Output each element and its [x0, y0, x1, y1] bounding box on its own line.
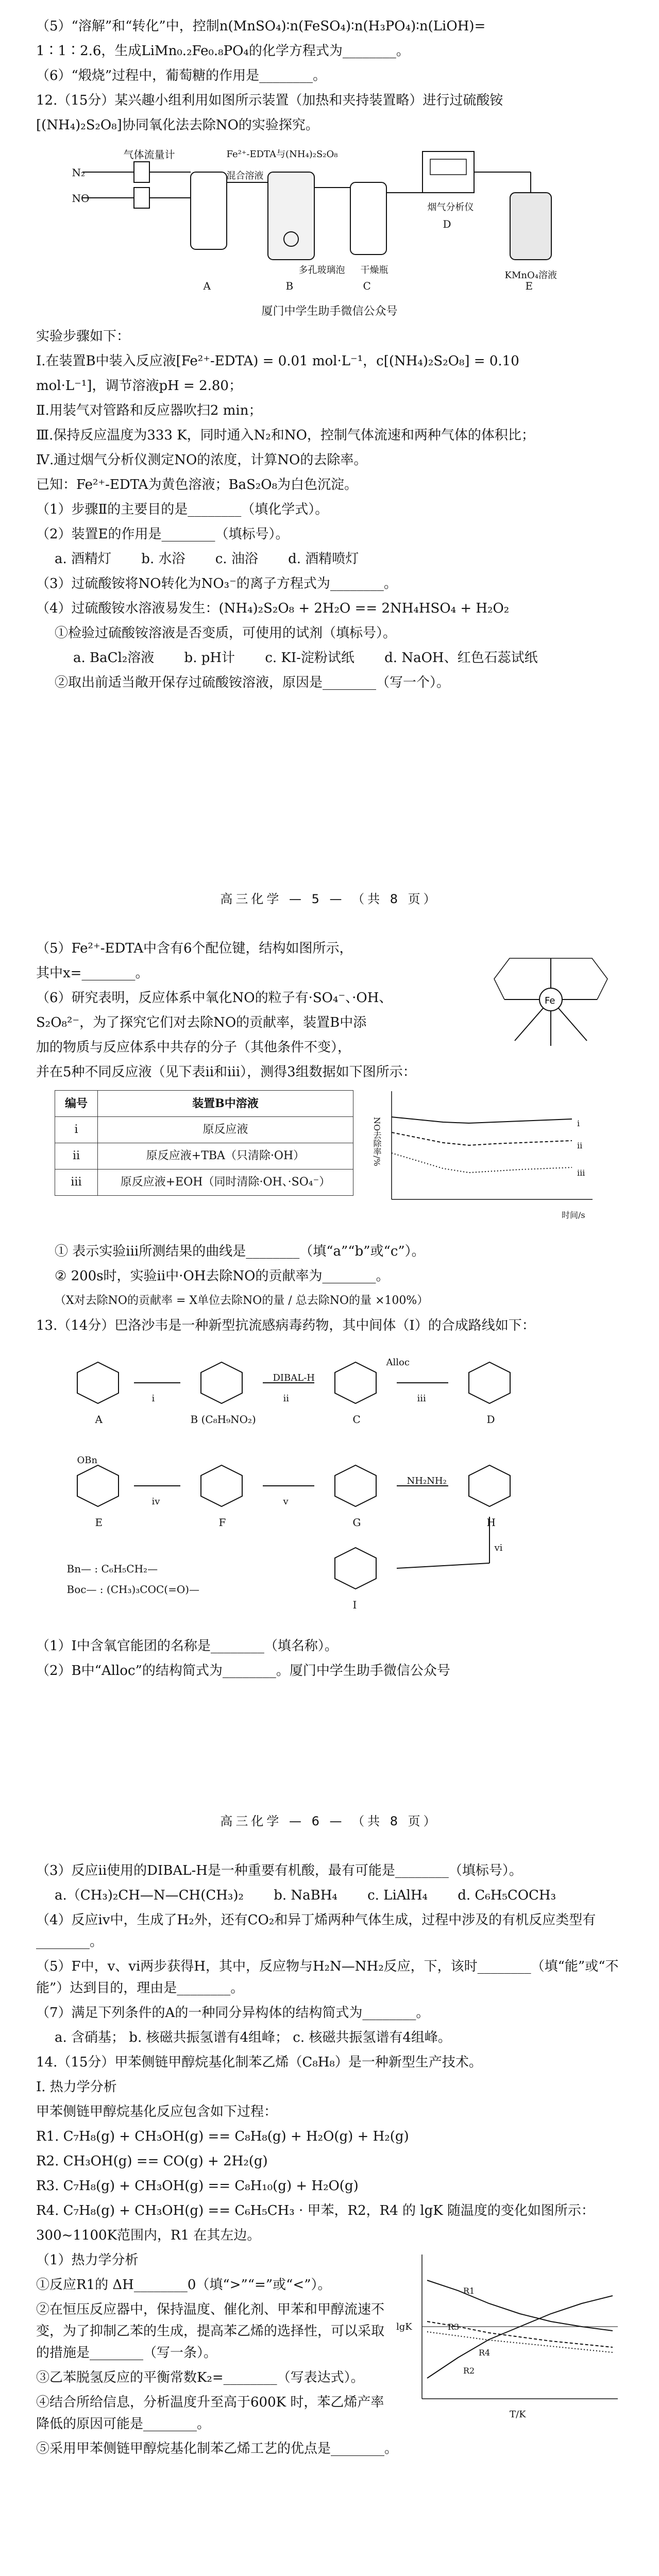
label-e: E	[525, 280, 533, 292]
no-removal-chart	[366, 1086, 603, 1235]
page-5-content	[36, 15, 623, 697]
text-line: （6）研究表明，反应体系中氧化NO的粒子有·SO₄⁻、·OH、	[36, 990, 393, 1006]
series-label: i	[577, 1118, 580, 1128]
text-line: ④结合所给信息，分析温度升至高于600K 时，苯乙烯产率降低的原因可能是________。	[36, 2395, 384, 2432]
page-6	[0, 922, 659, 1844]
choice: b. NaBH₄	[274, 1888, 337, 1903]
label-b: B	[285, 280, 294, 292]
text-line: Ⅲ.保持反应温度为333 K，同时通入N₂和NO，控制气体流速和两种气体的体积比；	[36, 428, 535, 443]
text-line: 已知：Fe²⁺-EDTA为黄色溶液；BaS₂O₈为白色沉淀。	[36, 477, 358, 493]
scheme-label-d: D	[486, 1413, 495, 1426]
label-d: D	[443, 218, 451, 230]
lgk-chart	[396, 2249, 623, 2425]
page-footer: 高三化学 — 6 — （共 8 页）	[220, 1814, 439, 1828]
step-vi: vi	[494, 1543, 503, 1553]
text-line: （3）反应ii使用的DIBAL-H是一种重要有机酸，最有可能是________（填标号）。	[36, 1863, 522, 1878]
page-7-content	[36, 1860, 623, 2463]
text-line: （4）过硫酸铵水溶液易发生：(NH₄)₂S₂O₈ + 2H₂O == 2NH₄HSO₄ + H₂O₂	[36, 601, 510, 616]
reagent-hydrazine: NH₂NH₂	[407, 1476, 447, 1486]
scheme-label-e: E	[95, 1516, 103, 1529]
table-header: 编号	[55, 1091, 98, 1117]
text-line: ② 200s时，实验ii中·OH去除NO的贡献率为________。	[55, 1268, 390, 1284]
text-line: ①检验过硫酸铵溶液是否变质，可使用的试剂（填标号）。	[55, 625, 397, 641]
label-n2: N₂	[72, 166, 86, 179]
step-iii: iii	[417, 1393, 426, 1404]
label-c: C	[363, 280, 371, 292]
series-label: R2	[463, 2366, 475, 2376]
text-line: R4. C₇H₈(g) + CH₃OH(g) == C₆H₅CH₃ · 甲苯，R2，R4 的 lgK 随温度的变化如图所示：	[36, 2203, 595, 2218]
text-line: Ⅰ.在装置B中装入反应液[Fe²⁺-EDTA) = 0.01 mol·L⁻¹，c[(NH₄)₂S₂O₈] = 0.10	[36, 353, 519, 369]
text-line: 加的物质与反应体系中共存的分子（其他条件不变），	[36, 1040, 351, 1055]
text-line: （4）反应iv中，生成了H₂外，还有CO₂和异丁烯两种气体生成，过程中涉及的有机反应类型有________。	[36, 1912, 596, 1950]
text-line: ① 表示实验iii所测结果的曲线是________（填“a”“b”或“c”）。	[55, 1244, 425, 1259]
table-cell: iii	[55, 1170, 98, 1196]
page-footer: 高三化学 — 5 — （共 8 页）	[220, 892, 439, 906]
text-line: ①反应R1的 ΔH________0（填“>”“=”或“<”）。	[36, 2277, 331, 2293]
text-line: ②在恒压反应器中，保持温度、催化剂、甲苯和甲醇流速不变，为了抑制乙苯的生成，提高苯乙烯的选择性，可以采取的措施是________（写一条）。	[36, 2302, 385, 2361]
chart-ylabel: NO去除率/%	[372, 1117, 382, 1166]
choices-4	[36, 647, 623, 669]
choice: c. 油浴	[215, 551, 258, 567]
apparatus-figure	[72, 141, 587, 296]
label-kmno4: KMnO₄溶液	[504, 270, 557, 281]
text-line: （5）Fe²⁺-EDTA中含有6个配位键，结构如图所示，	[36, 941, 353, 956]
edta-structure-figure	[479, 938, 623, 1068]
text-line: （5）F中，v、vi两步获得H，其中，反应物与H₂N—NH₂反应，下，该时________（填“能”或“不能”）达到目的，理由是________。	[36, 1959, 619, 1996]
label-gas-analyzer: 烟气分析仪	[427, 202, 474, 213]
step-i: i	[151, 1393, 155, 1404]
text-line: 甲苯侧链甲醇烷基化反应包含如下过程：	[36, 2104, 278, 2120]
scheme-label-b: B (C₈H₉NO₂)	[190, 1413, 256, 1426]
text-line: 1∶1∶2.6，生成LiMn₀.₂Fe₀.₈PO₄的化学方程式为________。	[36, 43, 410, 59]
table-cell: ii	[55, 1143, 98, 1170]
question-12-stem: 12.（15分）某兴趣小组利用如图所示装置（加热和夹持装置略）进行过硫酸铵	[36, 93, 503, 108]
table-row	[55, 1117, 353, 1143]
scheme-label-i: I	[352, 1599, 357, 1611]
table-cell: i	[55, 1117, 98, 1143]
choices-e	[36, 548, 623, 570]
lgk-plot	[396, 2249, 623, 2414]
choices-3	[36, 1885, 623, 1906]
series-label: ii	[577, 1141, 583, 1150]
text-line: 300~1100K范围内，R1 在其左边。	[36, 2228, 261, 2243]
text-line: （3）过硫酸铵将NO转化为NO₃⁻的离子方程式为________。	[36, 576, 397, 591]
group-alloc: Alloc	[386, 1357, 410, 1368]
text-line: a. 含硝基； b. 核磁共振氢谱有4组峰； c. 核磁共振氢谱有4组峰。	[55, 2030, 451, 2045]
chart-xlabel: 时间/s	[562, 1210, 585, 1220]
edta-structure	[479, 938, 623, 1061]
group-obn: OBn	[77, 1455, 98, 1466]
text-line: R3. C₇H₈(g) + CH₃OH(g) == C₈H₁₀(g) + H₂O(g)	[36, 2178, 359, 2194]
question-14-stem: 14.（15分）甲苯侧链甲醇烷基化制苯乙烯（C₈H₈）是一种新型生产技术。	[36, 2055, 482, 2070]
choice: a.（CH₃)₂CH—N—CH(CH₃)₂	[55, 1888, 244, 1903]
scheme-label-f: F	[218, 1516, 226, 1529]
table-cell: 原反应液+TBA（只清除·OH）	[97, 1143, 353, 1170]
reagent-dibal: DIBAL-H	[273, 1372, 315, 1383]
text-line: （1）热力学分析	[36, 2252, 139, 2268]
text-line: 实验步骤如下：	[36, 329, 130, 344]
text-line: （2）装置E的作用是________（填标号）。	[36, 527, 289, 542]
table-cell: 原反应液	[97, 1117, 353, 1143]
chart-xlabel: T/K	[510, 2409, 526, 2420]
watermark-note: 厦门中学生助手微信公众号	[261, 305, 398, 318]
scheme-label-g: G	[352, 1516, 361, 1529]
text-line: R2. CH₃OH(g) == CO(g) + 2H₂(g)	[36, 2154, 268, 2169]
table-header: 装置B中溶液	[97, 1091, 353, 1117]
table-cell: 原反应液+EOH（同时清除·OH、·SO₄⁻）	[97, 1170, 353, 1196]
text-line: Ⅱ.用装气对管路和反应器吹扫2 min；	[36, 403, 262, 418]
choice: d. C₆H₅COCH₃	[458, 1888, 556, 1903]
choice: c. LiAlH₄	[367, 1888, 428, 1903]
scheme-label-c: C	[352, 1413, 361, 1426]
choice: d. 酒精喷灯	[288, 551, 359, 567]
chart-ylabel: lgK	[396, 2321, 412, 2332]
text-line: Ⅰ. 热力学分析	[36, 2079, 117, 2095]
step-v: v	[283, 1496, 289, 1507]
scheme-note-bn: Bn— : C₆H₅CH₂—	[66, 1563, 158, 1575]
step-iv: iv	[151, 1496, 160, 1507]
text-line: ②取出前适当敞开保存过硫酸铵溶液，原因是________（写一个）。	[55, 675, 450, 690]
choice: b. pH计	[184, 650, 235, 666]
text-line: Ⅳ.通过烟气分析仪测定NO的浓度，计算NO的去除率。	[36, 452, 367, 468]
text-line: （5）“溶解”和“转化”中，控制n(MnSO₄)∶n(FeSO₄)∶n(H₃PO₄)∶n(LiOH)=	[36, 19, 486, 34]
label-a: A	[203, 280, 211, 292]
table-chart-row	[36, 1086, 623, 1241]
text-line: ⑤采用甲苯侧链甲醇烷基化制苯乙烯工艺的优点是________。	[36, 2441, 398, 2456]
svg-text:Fe: Fe	[545, 995, 555, 1006]
text-line: （7）满足下列条件的A的一种同分异构体的结构简式为________。	[36, 2005, 430, 2021]
choice: a. 酒精灯	[55, 551, 112, 567]
text-line: （1）步骤Ⅱ的主要目的是________（填化学式）。	[36, 502, 329, 517]
page-6-content	[36, 938, 623, 1685]
series-label: iii	[577, 1168, 585, 1178]
label-flowmeter: 气体流量计	[123, 148, 175, 161]
label-porous-bulb: 多孔玻璃泡	[298, 265, 345, 276]
no-removal-plot	[366, 1086, 603, 1220]
choice: b. 水浴	[141, 551, 185, 567]
table-header-row	[55, 1091, 353, 1117]
choice: a. BaCl₂溶液	[73, 650, 155, 666]
text-line: （2）B中“Alloc”的结构简式为________。厦门中学生助手微信公众号	[36, 1663, 450, 1679]
label-mixed-solution: Fe²⁺-EDTA与(NH₄)₂S₂O₈混合溶液	[226, 149, 338, 181]
page-7	[0, 1844, 659, 2576]
scheme-label-a: A	[95, 1413, 103, 1426]
table-row	[55, 1170, 353, 1196]
question-13-stem: 13.（14分）巴洛沙韦是一种新型抗流感病毒药物，其中间体（Ⅰ）的合成路线如下：	[36, 1318, 535, 1333]
synthesis-scheme	[46, 1342, 613, 1630]
scheme-label-h: H	[486, 1516, 496, 1529]
page-5	[0, 0, 659, 922]
text-line: 并在5种不同反应液（见下表ⅱ和ⅲ），测得3组数据如下图所示：	[36, 1064, 416, 1080]
choice: d. NaOH、红色石蕊试纸	[384, 650, 538, 666]
text-line: （1）Ⅰ中含氧官能团的名称是________（填名称）。	[36, 1638, 338, 1654]
scheme-note-boc: Boc— : (CH₃)₃COC(=O)—	[66, 1583, 200, 1596]
text-line: ③乙苯脱氢反应的平衡常数K₂=________（写表达式）。	[36, 2370, 364, 2385]
text-line: 其中x=________。	[36, 965, 149, 981]
text-line: S₂O₈²⁻，为了探究它们对去除NO的贡献率，装置B中添	[36, 1015, 367, 1030]
choice: c. KI-淀粉试纸	[265, 650, 354, 666]
text-line: mol·L⁻¹]，调节溶液pH = 2.80；	[36, 378, 242, 394]
text-line: [(NH₄)₂S₂O₈]协同氧化法去除NO的实验探究。	[36, 117, 319, 133]
series-label: R1	[463, 2286, 475, 2296]
text-line: R1. C₇H₈(g) + CH₃OH(g) == C₈H₈(g) + H₂O(g) + H₂(g)	[36, 2129, 409, 2144]
text-line: （6）“煅烧”过程中，葡萄糖的作用是________。	[36, 68, 327, 83]
series-label: R3	[448, 2322, 460, 2332]
label-dryer: 干燥瓶	[360, 265, 388, 276]
text-line: （X对去除NO的贡献率 = X单位去除NO的量 / 总去除NO的量 ×100%）	[55, 1294, 429, 1307]
step-ii: ii	[283, 1393, 290, 1404]
table-row	[55, 1143, 353, 1170]
experiment-table	[55, 1090, 353, 1196]
series-label: R4	[479, 2348, 491, 2358]
label-no: NO	[72, 192, 90, 205]
